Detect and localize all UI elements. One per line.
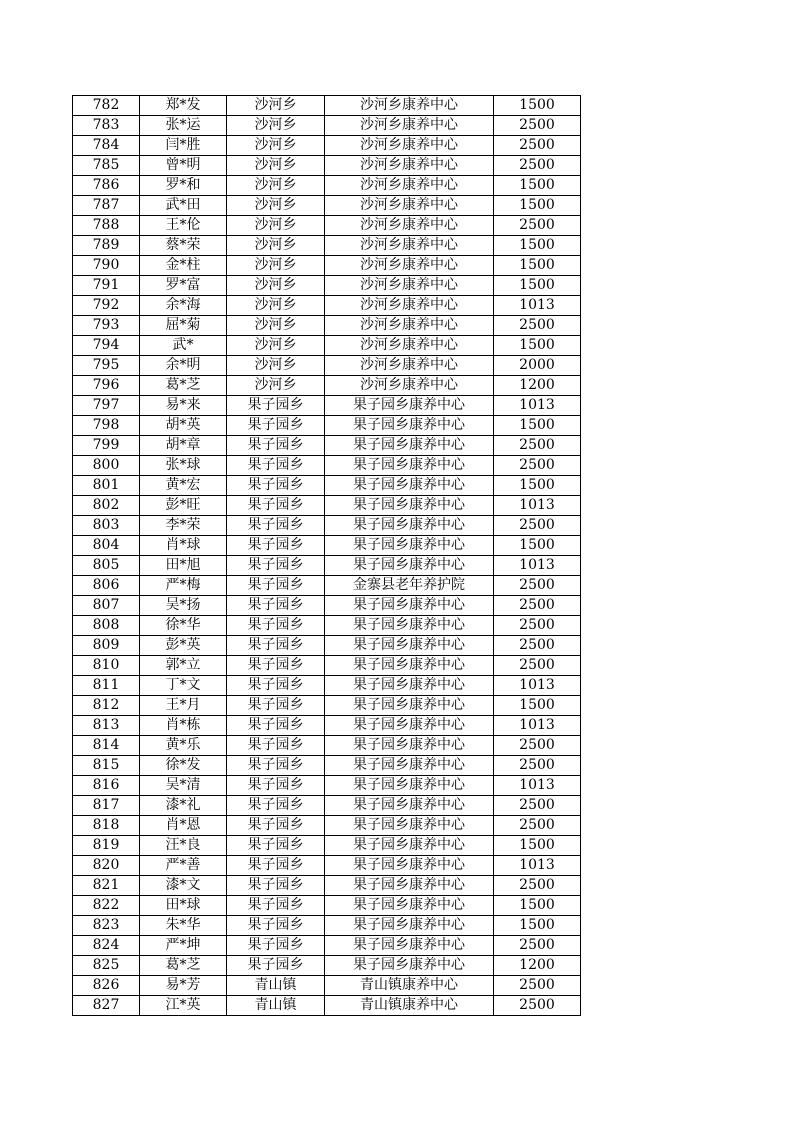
care-center-cell: 青山镇康养中心: [325, 976, 494, 996]
name-cell: 余*明: [140, 356, 227, 376]
township-cell: 果子园乡: [227, 816, 325, 836]
row-number-cell: 809: [73, 636, 140, 656]
name-cell: 葛*芝: [140, 956, 227, 976]
amount-cell: 1013: [494, 716, 581, 736]
township-cell: 沙河乡: [227, 356, 325, 376]
name-cell: 张*运: [140, 116, 227, 136]
care-center-cell: 金寨县老年养护院: [325, 576, 494, 596]
amount-cell: 1013: [494, 296, 581, 316]
table-row: [73, 936, 581, 956]
care-center-cell: 果子园乡康养中心: [325, 876, 494, 896]
township-cell: 果子园乡: [227, 716, 325, 736]
care-center-cell: 沙河乡康养中心: [325, 136, 494, 156]
township-cell: 果子园乡: [227, 616, 325, 636]
amount-cell: 2500: [494, 996, 581, 1016]
care-center-cell: 沙河乡康养中心: [325, 116, 494, 136]
amount-cell: 1500: [494, 896, 581, 916]
township-cell: 沙河乡: [227, 336, 325, 356]
amount-cell: 1013: [494, 556, 581, 576]
name-cell: 田*球: [140, 896, 227, 916]
amount-cell: 2500: [494, 756, 581, 776]
table-row: [73, 956, 581, 976]
care-center-cell: 果子园乡康养中心: [325, 516, 494, 536]
amount-cell: 2500: [494, 156, 581, 176]
table-row: [73, 676, 581, 696]
township-cell: 果子园乡: [227, 656, 325, 676]
township-cell: 果子园乡: [227, 516, 325, 536]
township-cell: 果子园乡: [227, 876, 325, 896]
township-cell: 果子园乡: [227, 916, 325, 936]
name-cell: 肖*栋: [140, 716, 227, 736]
table-row: [73, 496, 581, 516]
table-body: [73, 96, 581, 1016]
row-number-cell: 822: [73, 896, 140, 916]
amount-cell: 2500: [494, 796, 581, 816]
care-center-cell: 果子园乡康养中心: [325, 656, 494, 676]
care-center-cell: 沙河乡康养中心: [325, 296, 494, 316]
township-cell: 沙河乡: [227, 296, 325, 316]
care-center-cell: 沙河乡康养中心: [325, 236, 494, 256]
amount-cell: 1013: [494, 776, 581, 796]
township-cell: 沙河乡: [227, 196, 325, 216]
table-row: [73, 436, 581, 456]
name-cell: 徐*华: [140, 616, 227, 636]
table-row: [73, 96, 581, 116]
care-center-cell: 果子园乡康养中心: [325, 676, 494, 696]
amount-cell: 1500: [494, 416, 581, 436]
township-cell: 沙河乡: [227, 256, 325, 276]
row-number-cell: 821: [73, 876, 140, 896]
table-row: [73, 716, 581, 736]
table-row: [73, 476, 581, 496]
name-cell: 吴*扬: [140, 596, 227, 616]
row-number-cell: 808: [73, 616, 140, 636]
township-cell: 沙河乡: [227, 156, 325, 176]
table-row: [73, 376, 581, 396]
township-cell: 果子园乡: [227, 416, 325, 436]
township-cell: 果子园乡: [227, 576, 325, 596]
name-cell: 江*英: [140, 996, 227, 1016]
amount-cell: 2500: [494, 656, 581, 676]
name-cell: 郑*发: [140, 96, 227, 116]
name-cell: 张*球: [140, 456, 227, 476]
data-table: [72, 95, 581, 1016]
table-row: [73, 756, 581, 776]
name-cell: 漆*礼: [140, 796, 227, 816]
name-cell: 蔡*荣: [140, 236, 227, 256]
township-cell: 青山镇: [227, 996, 325, 1016]
name-cell: 武*田: [140, 196, 227, 216]
amount-cell: 1200: [494, 956, 581, 976]
township-cell: 果子园乡: [227, 676, 325, 696]
amount-cell: 1013: [494, 496, 581, 516]
table-row: [73, 896, 581, 916]
name-cell: 闫*胜: [140, 136, 227, 156]
care-center-cell: 果子园乡康养中心: [325, 716, 494, 736]
amount-cell: 2500: [494, 876, 581, 896]
name-cell: 王*伦: [140, 216, 227, 236]
row-number-cell: 783: [73, 116, 140, 136]
township-cell: 果子园乡: [227, 476, 325, 496]
township-cell: 果子园乡: [227, 636, 325, 656]
name-cell: 肖*恩: [140, 816, 227, 836]
table-row: [73, 236, 581, 256]
table-row: [73, 216, 581, 236]
amount-cell: 1013: [494, 396, 581, 416]
name-cell: 徐*发: [140, 756, 227, 776]
row-number-cell: 803: [73, 516, 140, 536]
care-center-cell: 果子园乡康养中心: [325, 936, 494, 956]
row-number-cell: 785: [73, 156, 140, 176]
care-center-cell: 果子园乡康养中心: [325, 836, 494, 856]
row-number-cell: 802: [73, 496, 140, 516]
name-cell: 漆*文: [140, 876, 227, 896]
name-cell: 罗*和: [140, 176, 227, 196]
row-number-cell: 824: [73, 936, 140, 956]
township-cell: 果子园乡: [227, 896, 325, 916]
table-row: [73, 556, 581, 576]
amount-cell: 2500: [494, 136, 581, 156]
row-number-cell: 795: [73, 356, 140, 376]
care-center-cell: 果子园乡康养中心: [325, 416, 494, 436]
care-center-cell: 果子园乡康养中心: [325, 556, 494, 576]
row-number-cell: 826: [73, 976, 140, 996]
table-row: [73, 796, 581, 816]
table-row: [73, 516, 581, 536]
care-center-cell: 沙河乡康养中心: [325, 176, 494, 196]
name-cell: 肖*球: [140, 536, 227, 556]
row-number-cell: 806: [73, 576, 140, 596]
amount-cell: 2500: [494, 316, 581, 336]
township-cell: 果子园乡: [227, 756, 325, 776]
table-row: [73, 156, 581, 176]
name-cell: 余*海: [140, 296, 227, 316]
care-center-cell: 沙河乡康养中心: [325, 356, 494, 376]
table-row: [73, 196, 581, 216]
table-row: [73, 816, 581, 836]
table-row: [73, 916, 581, 936]
table-row: [73, 856, 581, 876]
township-cell: 果子园乡: [227, 796, 325, 816]
care-center-cell: 果子园乡康养中心: [325, 776, 494, 796]
row-number-cell: 818: [73, 816, 140, 836]
row-number-cell: 815: [73, 756, 140, 776]
care-center-cell: 沙河乡康养中心: [325, 96, 494, 116]
township-cell: 果子园乡: [227, 776, 325, 796]
township-cell: 果子园乡: [227, 436, 325, 456]
care-center-cell: 果子园乡康养中心: [325, 396, 494, 416]
name-cell: 田*旭: [140, 556, 227, 576]
care-center-cell: 果子园乡康养中心: [325, 896, 494, 916]
care-center-cell: 沙河乡康养中心: [325, 336, 494, 356]
township-cell: 沙河乡: [227, 316, 325, 336]
amount-cell: 1500: [494, 96, 581, 116]
amount-cell: 2500: [494, 616, 581, 636]
amount-cell: 1500: [494, 196, 581, 216]
name-cell: 曾*明: [140, 156, 227, 176]
care-center-cell: 沙河乡康养中心: [325, 256, 494, 276]
township-cell: 果子园乡: [227, 396, 325, 416]
amount-cell: 1500: [494, 476, 581, 496]
table-row: [73, 456, 581, 476]
row-number-cell: 810: [73, 656, 140, 676]
amount-cell: 2500: [494, 936, 581, 956]
amount-cell: 1500: [494, 176, 581, 196]
row-number-cell: 804: [73, 536, 140, 556]
row-number-cell: 812: [73, 696, 140, 716]
name-cell: 胡*章: [140, 436, 227, 456]
name-cell: 李*荣: [140, 516, 227, 536]
table-row: [73, 636, 581, 656]
row-number-cell: 793: [73, 316, 140, 336]
row-number-cell: 825: [73, 956, 140, 976]
table-row: [73, 256, 581, 276]
care-center-cell: 沙河乡康养中心: [325, 316, 494, 336]
township-cell: 果子园乡: [227, 936, 325, 956]
name-cell: 金*柱: [140, 256, 227, 276]
row-number-cell: 805: [73, 556, 140, 576]
amount-cell: 2500: [494, 976, 581, 996]
amount-cell: 2500: [494, 736, 581, 756]
table-row: [73, 536, 581, 556]
care-center-cell: 青山镇康养中心: [325, 996, 494, 1016]
table-row: [73, 876, 581, 896]
care-center-cell: 果子园乡康养中心: [325, 796, 494, 816]
care-center-cell: 沙河乡康养中心: [325, 216, 494, 236]
row-number-cell: 799: [73, 436, 140, 456]
row-number-cell: 792: [73, 296, 140, 316]
name-cell: 汪*良: [140, 836, 227, 856]
care-center-cell: 果子园乡康养中心: [325, 856, 494, 876]
care-center-cell: 沙河乡康养中心: [325, 156, 494, 176]
name-cell: 易*芳: [140, 976, 227, 996]
township-cell: 果子园乡: [227, 856, 325, 876]
table-row: [73, 396, 581, 416]
township-cell: 果子园乡: [227, 736, 325, 756]
row-number-cell: 786: [73, 176, 140, 196]
row-number-cell: 819: [73, 836, 140, 856]
care-center-cell: 沙河乡康养中心: [325, 196, 494, 216]
name-cell: 易*来: [140, 396, 227, 416]
amount-cell: 2500: [494, 816, 581, 836]
row-number-cell: 796: [73, 376, 140, 396]
care-center-cell: 果子园乡康养中心: [325, 536, 494, 556]
table-row: [73, 116, 581, 136]
township-cell: 果子园乡: [227, 596, 325, 616]
row-number-cell: 817: [73, 796, 140, 816]
township-cell: 果子园乡: [227, 496, 325, 516]
township-cell: 沙河乡: [227, 96, 325, 116]
name-cell: 严*善: [140, 856, 227, 876]
table-row: [73, 996, 581, 1016]
table-row: [73, 136, 581, 156]
care-center-cell: 果子园乡康养中心: [325, 476, 494, 496]
table-row: [73, 836, 581, 856]
township-cell: 沙河乡: [227, 276, 325, 296]
table-row: [73, 176, 581, 196]
care-center-cell: 沙河乡康养中心: [325, 376, 494, 396]
care-center-cell: 果子园乡康养中心: [325, 636, 494, 656]
name-cell: 罗*富: [140, 276, 227, 296]
table-row: [73, 696, 581, 716]
name-cell: 黄*宏: [140, 476, 227, 496]
amount-cell: 1500: [494, 256, 581, 276]
amount-cell: 1500: [494, 536, 581, 556]
name-cell: 严*梅: [140, 576, 227, 596]
row-number-cell: 823: [73, 916, 140, 936]
care-center-cell: 果子园乡康养中心: [325, 456, 494, 476]
table-row: [73, 356, 581, 376]
row-number-cell: 791: [73, 276, 140, 296]
amount-cell: 2500: [494, 436, 581, 456]
township-cell: 沙河乡: [227, 376, 325, 396]
row-number-cell: 797: [73, 396, 140, 416]
table-row: [73, 276, 581, 296]
township-cell: 果子园乡: [227, 556, 325, 576]
care-center-cell: 果子园乡康养中心: [325, 916, 494, 936]
township-cell: 果子园乡: [227, 956, 325, 976]
care-center-cell: 果子园乡康养中心: [325, 756, 494, 776]
row-number-cell: 790: [73, 256, 140, 276]
row-number-cell: 827: [73, 996, 140, 1016]
township-cell: 果子园乡: [227, 456, 325, 476]
name-cell: 严*坤: [140, 936, 227, 956]
township-cell: 沙河乡: [227, 176, 325, 196]
row-number-cell: 813: [73, 716, 140, 736]
table-row: [73, 296, 581, 316]
table-row: [73, 336, 581, 356]
row-number-cell: 816: [73, 776, 140, 796]
amount-cell: 2500: [494, 576, 581, 596]
row-number-cell: 800: [73, 456, 140, 476]
amount-cell: 1200: [494, 376, 581, 396]
township-cell: 果子园乡: [227, 536, 325, 556]
amount-cell: 1013: [494, 856, 581, 876]
township-cell: 青山镇: [227, 976, 325, 996]
name-cell: 郭*立: [140, 656, 227, 676]
name-cell: 武*: [140, 336, 227, 356]
row-number-cell: 801: [73, 476, 140, 496]
row-number-cell: 794: [73, 336, 140, 356]
care-center-cell: 沙河乡康养中心: [325, 276, 494, 296]
amount-cell: 1500: [494, 836, 581, 856]
care-center-cell: 果子园乡康养中心: [325, 956, 494, 976]
row-number-cell: 798: [73, 416, 140, 436]
row-number-cell: 820: [73, 856, 140, 876]
amount-cell: 1500: [494, 276, 581, 296]
row-number-cell: 811: [73, 676, 140, 696]
name-cell: 彭*旺: [140, 496, 227, 516]
name-cell: 彭*英: [140, 636, 227, 656]
township-cell: 沙河乡: [227, 136, 325, 156]
care-center-cell: 果子园乡康养中心: [325, 496, 494, 516]
name-cell: 朱*华: [140, 916, 227, 936]
township-cell: 沙河乡: [227, 216, 325, 236]
name-cell: 胡*英: [140, 416, 227, 436]
care-center-cell: 果子园乡康养中心: [325, 816, 494, 836]
table-row: [73, 596, 581, 616]
amount-cell: 1013: [494, 676, 581, 696]
amount-cell: 1500: [494, 236, 581, 256]
amount-cell: 2000: [494, 356, 581, 376]
name-cell: 屈*菊: [140, 316, 227, 336]
table-row: [73, 976, 581, 996]
amount-cell: 1500: [494, 696, 581, 716]
amount-cell: 2500: [494, 116, 581, 136]
amount-cell: 2500: [494, 516, 581, 536]
township-cell: 果子园乡: [227, 836, 325, 856]
table-row: [73, 616, 581, 636]
row-number-cell: 788: [73, 216, 140, 236]
name-cell: 葛*芝: [140, 376, 227, 396]
table-row: [73, 656, 581, 676]
name-cell: 黄*乐: [140, 736, 227, 756]
amount-cell: 2500: [494, 596, 581, 616]
amount-cell: 1500: [494, 336, 581, 356]
table-row: [73, 776, 581, 796]
township-cell: 果子园乡: [227, 696, 325, 716]
care-center-cell: 果子园乡康养中心: [325, 596, 494, 616]
township-cell: 沙河乡: [227, 236, 325, 256]
table-row: [73, 416, 581, 436]
name-cell: 吴*清: [140, 776, 227, 796]
table-row: [73, 316, 581, 336]
amount-cell: 2500: [494, 636, 581, 656]
care-center-cell: 果子园乡康养中心: [325, 616, 494, 636]
care-center-cell: 果子园乡康养中心: [325, 436, 494, 456]
row-number-cell: 814: [73, 736, 140, 756]
name-cell: 王*月: [140, 696, 227, 716]
table-row: [73, 576, 581, 596]
row-number-cell: 789: [73, 236, 140, 256]
row-number-cell: 807: [73, 596, 140, 616]
name-cell: 丁*文: [140, 676, 227, 696]
care-center-cell: 果子园乡康养中心: [325, 696, 494, 716]
township-cell: 沙河乡: [227, 116, 325, 136]
row-number-cell: 784: [73, 136, 140, 156]
table-row: [73, 736, 581, 756]
amount-cell: 1500: [494, 916, 581, 936]
care-center-cell: 果子园乡康养中心: [325, 736, 494, 756]
amount-cell: 2500: [494, 216, 581, 236]
amount-cell: 2500: [494, 456, 581, 476]
row-number-cell: 787: [73, 196, 140, 216]
row-number-cell: 782: [73, 96, 140, 116]
